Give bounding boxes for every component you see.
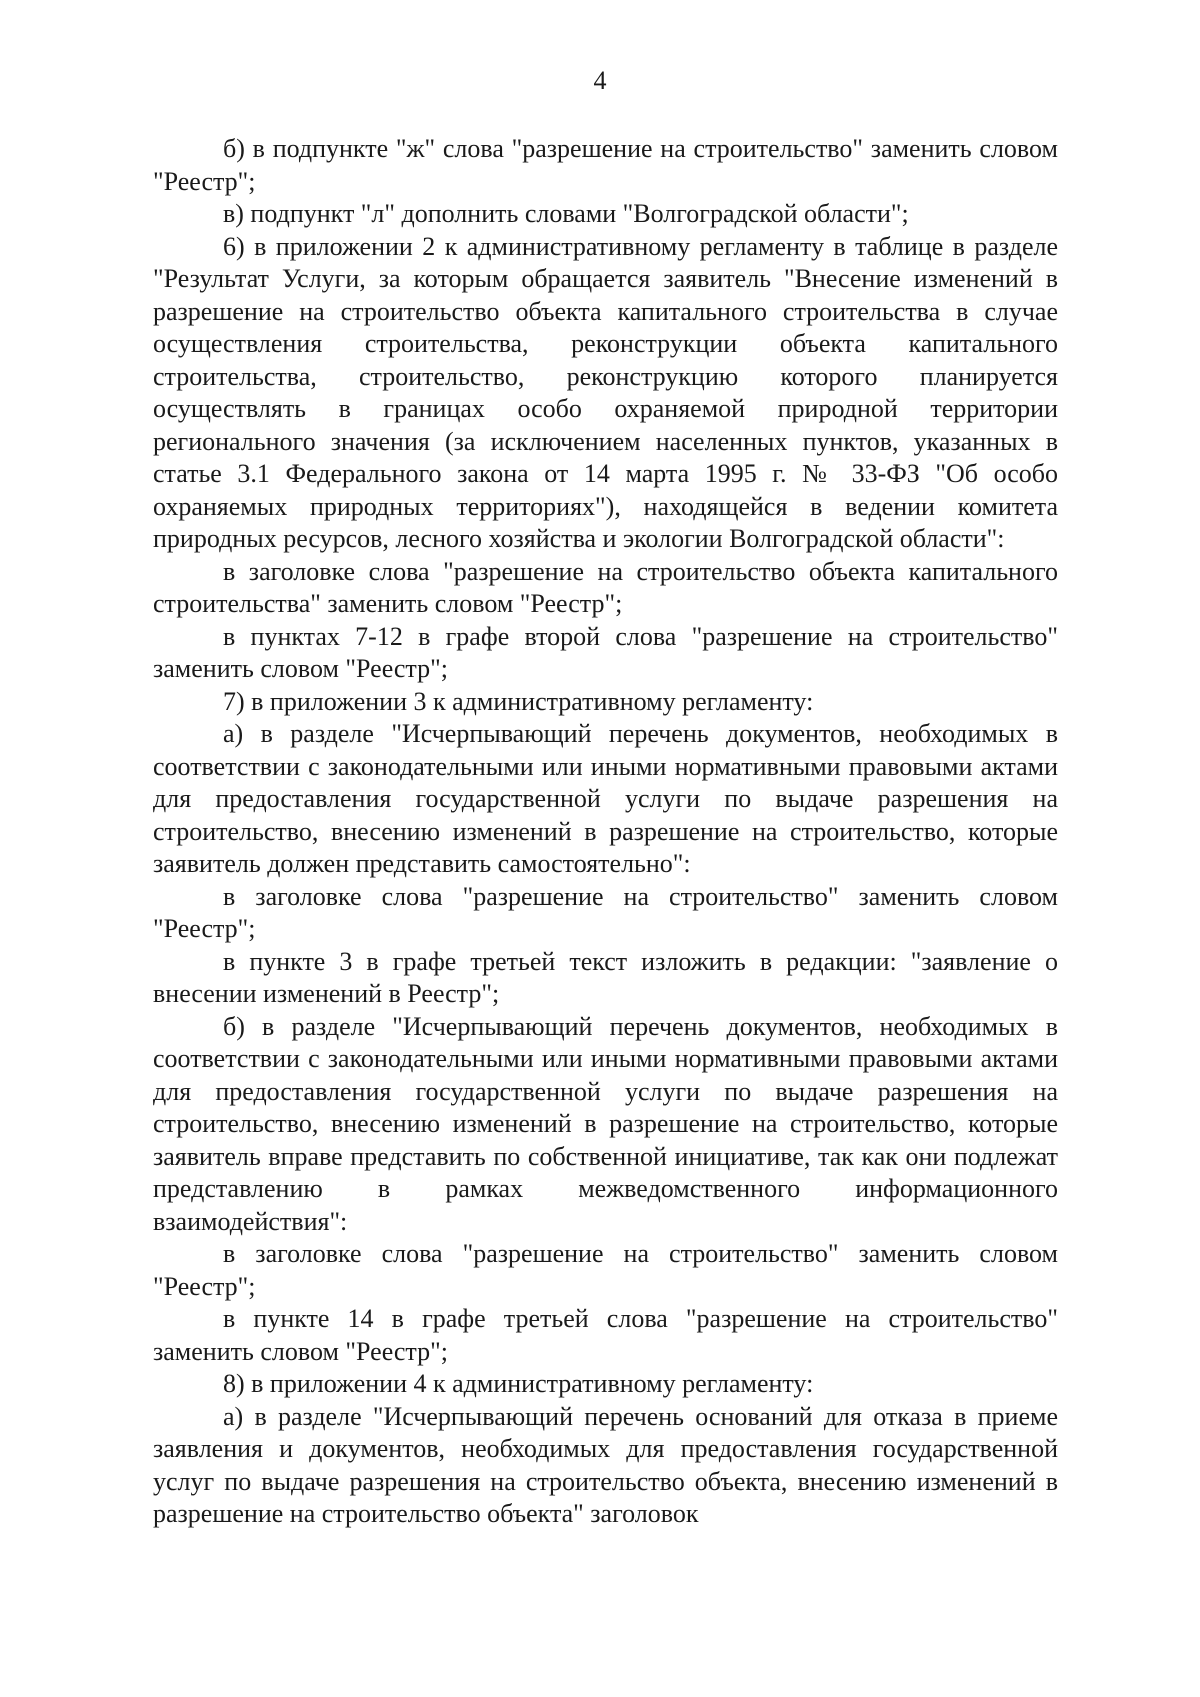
paragraph-item-8-a: а) в разделе "Исчерпывающий перечень оснований для отказа в приеме заявления и документов, необходимых для предоставления государственной услуг по выдаче разрешения на строительство объекта, внесению изменений в разрешение на строительство объекта" заголовок (153, 1401, 1058, 1528)
paragraph-item-7-a-point-3: в пункте 3 в графе третьей текст изложить в редакции: "заявление о внесении изменений в Реестр"; (153, 946, 1058, 1008)
document-body (153, 133, 1058, 1531)
paragraph-item-8: 8) в приложении 4 к административному регламенту: (223, 1369, 814, 1398)
paragraph-v-subpoint-l: в) подпункт "л" дополнить словами "Волгоградской области"; (223, 199, 909, 228)
paragraph-item-6-heading: в заголовке слова "разрешение на строительство объекта капитального строительства" заменить словом "Реестр"; (153, 556, 1058, 618)
paragraph-item-6-points: в пунктах 7-12 в графе второй слова "разрешение на строительство" заменить словом "Реестр"; (153, 621, 1058, 683)
paragraph-item-7-a: а) в разделе "Исчерпывающий перечень документов, необходимых в соответствии с законодательными или иными нормативными правовыми актами для предоставления государственной услуги по выдаче разрешения на строительство, внесению изменений в разрешение на строительство, которые заявитель должен представить самостоятельно": (153, 719, 1058, 878)
paragraph-item-7-a-heading: в заголовке слова "разрешение на строительство" заменить словом "Реестр"; (153, 881, 1058, 943)
paragraph-item-7-b: б) в разделе "Исчерпывающий перечень документов, необходимых в соответствии с законодательными или иными нормативными правовыми актами для предоставления государственной услуги по выдаче разрешения на строительство, внесению изменений в разрешение на строительство, которые заявитель вправе представить по собственной инициативе, так как они подлежат представлению в рамках межведомственного информационного взаимодействия": (153, 1011, 1058, 1236)
page-number: 4 (593, 66, 607, 95)
paragraph-item-7: 7) в приложении 3 к административному регламенту: (223, 686, 814, 716)
paragraph-item-7-b-heading: в заголовке слова "разрешение на строительство" заменить словом "Реестр"; (153, 1239, 1058, 1301)
paragraph-item-6: 6) в приложении 2 к административному регламенту в таблице в разделе "Результат Услуги, за которым обращается заявитель "Внесение изменений в разрешение на строительство объекта капитального строительства в случае осуществления строительства, реконструкции объекта капитального строительства, строительство, реконструкцию которого планируется осуществлять в границах особо охраняемой природной территории регионального значения (за исключением населенных пунктов, указанных в статье 3.1 Федерального закона от 14 марта 1995 г. № 33-ФЗ "Об особо охраняемых природных территориях"), находящейся в ведении комитета природных ресурсов, лесного хозяйства и экологии Волгоградской области": (153, 231, 1058, 553)
paragraph-item-7-b-point-14: в пункте 14 в графе третьей слова "разрешение на строительство" заменить словом "Реестр"; (153, 1304, 1058, 1366)
paragraph-b-subpoint-zh: б) в подпункте "ж" слова "разрешение на строительство" заменить словом "Реестр"; (153, 134, 1058, 196)
